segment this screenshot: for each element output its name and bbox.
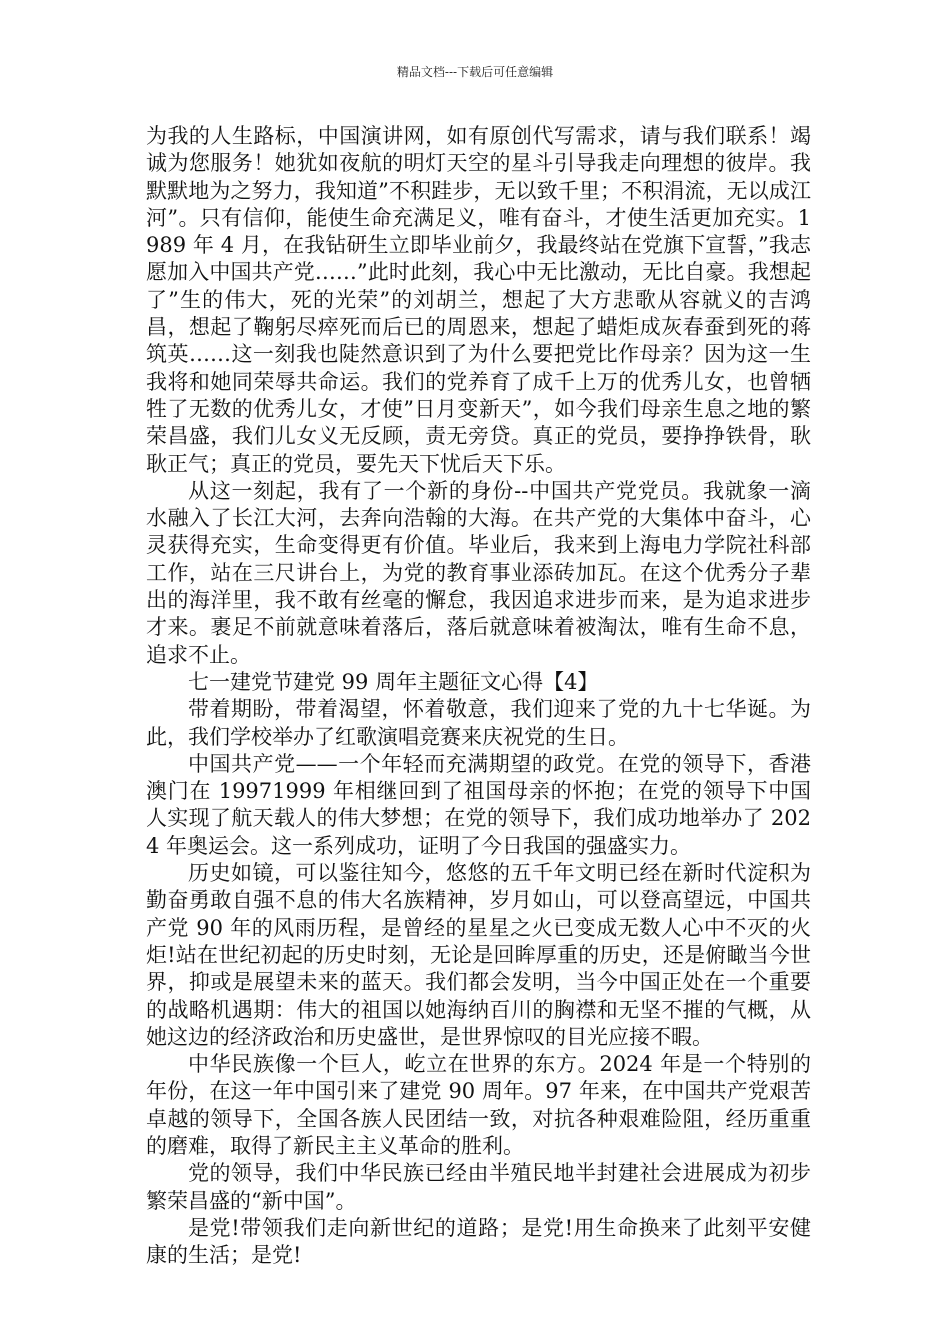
paragraph-5: 历史如镜，可以鉴往知今，悠悠的五千年文明已经在新时代淀积为勤奋勇敢自强不息的伟大名族精神，岁月如山，可以登高望远，中国共产党 90 年的风雨历程，是曾经的星星之火已变成无数人心中不灭的火炬!站在世纪初起的历史时刻，无论是回眸厚重的历史，还是俯瞰当今世界，抑或是展望未来的蓝天。我们都会发明，当今中国正处在一个重要的战略机遇期：伟大的祖国以她海纳百川的胸襟和无坚不摧的气概，从她这边的经济政治和历史盛世，是世界惊叹的目光应接不暇。 <box>146 861 811 1049</box>
document-body <box>146 123 811 1269</box>
paragraph-1: 为我的人生路标，中国演讲网，如有原创代写需求，请与我们联系！竭诚为您服务！她犹如夜航的明灯天空的星斗引导我走向理想的彼岸。我默默地为之努力，我知道”不积跬步，无以致千里；不积涓流，无以成江河”。只有信仰，能使生命充满足义，唯有奋斗，才使生活更加充实。1989 年 4 月，在我钻研生立即毕业前夕，我最终站在党旗下宣誓，”我志愿加入中国共产党……”此时此刻，我心中无比激动，无比自豪。我想起了”生的伟大，死的光荣”的刘胡兰，想起了大方悲歌从容就义的吉鸿昌，想起了鞠躬尽瘁死而后已的周恩来，想起了蜡炬成灰春蚕到死的蒋筑英……这一刻我也陡然意识到了为什么要把党比作母亲？因为这一生我将和她同荣辱共命运。我们的党养育了成千上万的优秀儿女，也曾牺牲了无数的优秀儿女，才使”日月变新天”，如今我们母亲生息之地的繁荣昌盛，我们儿女义无反顾，责无旁贷。真正的党员，要挣挣铁骨，耿耿正气；真正的党员，要先天下忧后天下乐。 <box>146 124 811 476</box>
paragraph-2: 从这一刻起，我有了一个新的身份--中国共产党党员。我就象一滴水融入了长江大河，去奔向浩翰的大海。在共产党的大集体中奋斗，心灵获得充实，生命变得更有价值。毕业后，我来到上海电力学院社科部工作，站在三尺讲台上，为党的教育事业添砖加瓦。在这个优秀分子辈出的海洋里，我不敢有丝毫的懈怠，我因追求进步而来，是为追求进步才来。裹足不前就意味着落后，落后就意味着被淘汰，唯有生命不息，追求不止。 <box>146 478 811 667</box>
paragraph-3: 带着期盼，带着渴望，怀着敬意，我们迎来了党的九十七华诞。为此，我们学校举办了红歌演唱竞赛来庆祝党的生日。 <box>146 697 811 749</box>
paragraph-7: 党的领导，我们中华民族已经由半殖民地半封建社会进展成为初步繁荣昌盛的“新中国”。 <box>146 1161 811 1213</box>
section-heading: 七一建党节建党 99 周年主题征文心得【4】 <box>188 669 599 694</box>
paragraph-6: 中华民族像一个巨人，屹立在世界的东方。2024 年是一个特别的年份，在这一年中国引来了建党 90 周年。97 年来，在中国共产党艰苦卓越的领导下，全国各族人民团结一致，对抗各种艰难险阻，经历重重的磨难，取得了新民主主义革命的胜利。 <box>146 1052 811 1158</box>
paragraph-8: 是党!带领我们走向新世纪的道路；是党!用生命换来了此刻平安健康的生活；是党! <box>146 1215 811 1268</box>
paragraph-4: 中国共产党——一个年轻而充满期望的政党。在党的领导下，香港澳门在 19971999 年相继回到了祖国母亲的怀抱；在党的领导下中国人实现了航天载人的伟大梦想；在党的领导下，我们成功地举办了 2024 年奥运会。这一系列成功，证明了今日我国的强盛实力。 <box>146 751 811 858</box>
page-header: 精品文档---下载后可任意编辑 <box>396 65 554 79</box>
